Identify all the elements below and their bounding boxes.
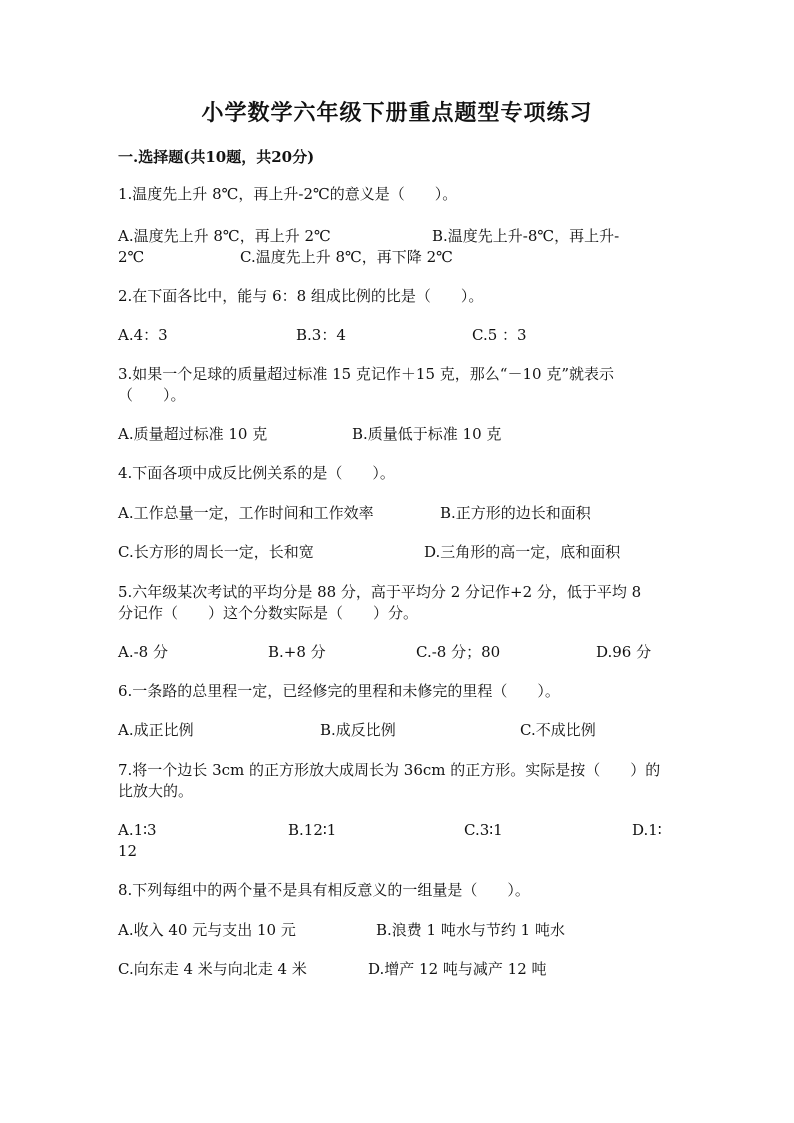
q3-option-a: A.质量超过标准 10 克: [118, 425, 268, 443]
q3-stem-line1: 3.如果一个足球的质量超过标准 15 克记作＋15 克，那么“－10 克”就表示: [118, 365, 614, 383]
q1-option-b-continued: 2℃: [118, 248, 145, 266]
q6-stem: 6.一条路的总里程一定，已经修完的里程和未修完的里程（ ）。: [118, 682, 560, 700]
q4-option-b: B.正方形的边长和面积: [440, 504, 591, 522]
q3-option-b: B.质量低于标准 10 克: [352, 425, 502, 443]
q4-stem: 4.下面各项中成反比例关系的是（ ）。: [118, 464, 395, 482]
q5-stem-line2: 分记作（ ）这个分数实际是（ ）分。: [118, 604, 419, 622]
q6-option-c: C.不成比例: [520, 721, 596, 739]
q8-option-d: D.增产 12 吨与减产 12 吨: [368, 960, 547, 978]
q5-option-b: B.+8 分: [268, 643, 326, 661]
q2-option-c: C.5 ：3: [472, 326, 527, 344]
q7-option-d: D.1∶: [632, 821, 662, 839]
q7-option-b: B.12∶1: [288, 821, 337, 839]
q3-stem-line2: （ ）。: [118, 386, 186, 404]
q7-stem-line1: 7.将一个边长 3cm 的正方形放大成周长为 36cm 的正方形。实际是按（ ）的: [118, 761, 661, 779]
page-title: 小学数学六年级下册重点题型专项练习: [201, 100, 593, 126]
q5-option-c: C.-8 分；80: [416, 643, 501, 661]
q4-option-c: C.长方形的周长一定，长和宽: [118, 543, 314, 561]
q5-option-d: D.96 分: [596, 643, 652, 661]
section-header: 一.选择题(共10题，共20分): [118, 148, 315, 166]
q7-option-d-continued: 12: [118, 842, 138, 860]
q5-stem-line1: 5.六年级某次考试的平均分是 88 分，高于平均分 2 分记作+2 分，低于平均 8: [118, 583, 642, 601]
q6-option-a: A.成正比例: [118, 721, 194, 739]
q2-stem: 2.在下面各比中，能与 6：8 组成比例的比是（ ）。: [118, 287, 484, 305]
q8-option-b: B.浪费 1 吨水与节约 1 吨水: [376, 921, 565, 939]
q1-option-b: B.温度先上升-8℃，再上升-: [432, 227, 620, 245]
q2-option-a: A.4：3: [118, 326, 168, 344]
q1-option-a: A.温度先上升 8℃，再上升 2℃: [118, 227, 331, 245]
q5-option-a: A.-8 分: [118, 643, 168, 661]
q8-option-c: C.向东走 4 米与向北走 4 米: [118, 960, 307, 978]
q2-option-b: B.3：4: [296, 326, 346, 344]
q4-option-a: A.工作总量一定，工作时间和工作效率: [118, 504, 374, 522]
q7-option-c: C.3∶1: [464, 821, 503, 839]
q4-option-d: D.三角形的高一定，底和面积: [424, 543, 621, 561]
q6-option-b: B.成反比例: [320, 721, 396, 739]
q8-stem: 8.下列每组中的两个量不是具有相反意义的一组量是（ ）。: [118, 881, 530, 899]
q8-option-a: A.收入 40 元与支出 10 元: [118, 921, 296, 939]
q7-stem-line2: 比放大的。: [118, 782, 194, 800]
q1-option-c: C.温度先上升 8℃，再下降 2℃: [240, 248, 453, 266]
q7-option-a: A.1∶3: [118, 821, 157, 839]
q1-stem: 1.温度先上升 8℃，再上升-2℃的意义是（ ）。: [118, 185, 458, 203]
